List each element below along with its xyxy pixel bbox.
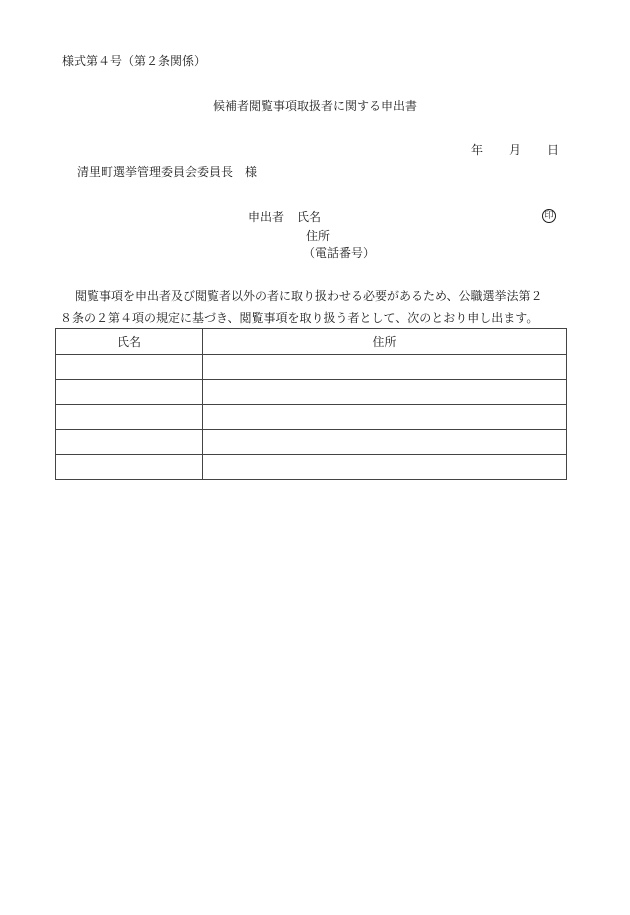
table-row — [56, 380, 567, 405]
applicant-address-label: 住所 — [306, 229, 331, 243]
addressee: 清里町選挙管理委員会委員長 様 — [77, 165, 258, 179]
table-row — [56, 355, 567, 380]
table-row — [56, 430, 567, 455]
applicant-name-label: 氏名 — [297, 210, 322, 224]
date-month-label: 月 — [509, 143, 522, 157]
column-header-name: 氏名 — [56, 329, 203, 355]
address-cell[interactable] — [203, 355, 567, 380]
date-day-label: 日 — [547, 143, 560, 157]
table-row — [56, 455, 567, 480]
table-row — [56, 405, 567, 430]
name-cell[interactable] — [56, 405, 203, 430]
address-cell[interactable] — [203, 405, 567, 430]
name-cell[interactable] — [56, 380, 203, 405]
form-number: 様式第４号（第２条関係） — [62, 54, 207, 68]
column-header-address: 住所 — [203, 329, 567, 355]
seal-mark: 印 — [542, 209, 556, 223]
address-cell[interactable] — [203, 430, 567, 455]
body-text-line-2: ８条の２第４項の規定に基づき、閲覧事項を取り扱う者として、次のとおり申し出ます。 — [60, 311, 539, 325]
name-cell[interactable] — [56, 430, 203, 455]
address-cell[interactable] — [203, 380, 567, 405]
body-text-line-1: 閲覧事項を申出者及び閲覧者以外の者に取り扱わせる必要があるため、公職選挙法第２ — [75, 289, 543, 303]
name-cell[interactable] — [56, 455, 203, 480]
date-year-label: 年 — [471, 143, 484, 157]
handler-list-table — [55, 328, 567, 480]
address-cell[interactable] — [203, 455, 567, 480]
applicant-label: 申出者 — [248, 210, 285, 224]
applicant-phone-label: （電話番号） — [303, 246, 376, 260]
table-header-row — [56, 329, 567, 355]
document-title: 候補者閲覧事項取扱者に関する申出書 — [212, 99, 417, 113]
name-cell[interactable] — [56, 355, 203, 380]
